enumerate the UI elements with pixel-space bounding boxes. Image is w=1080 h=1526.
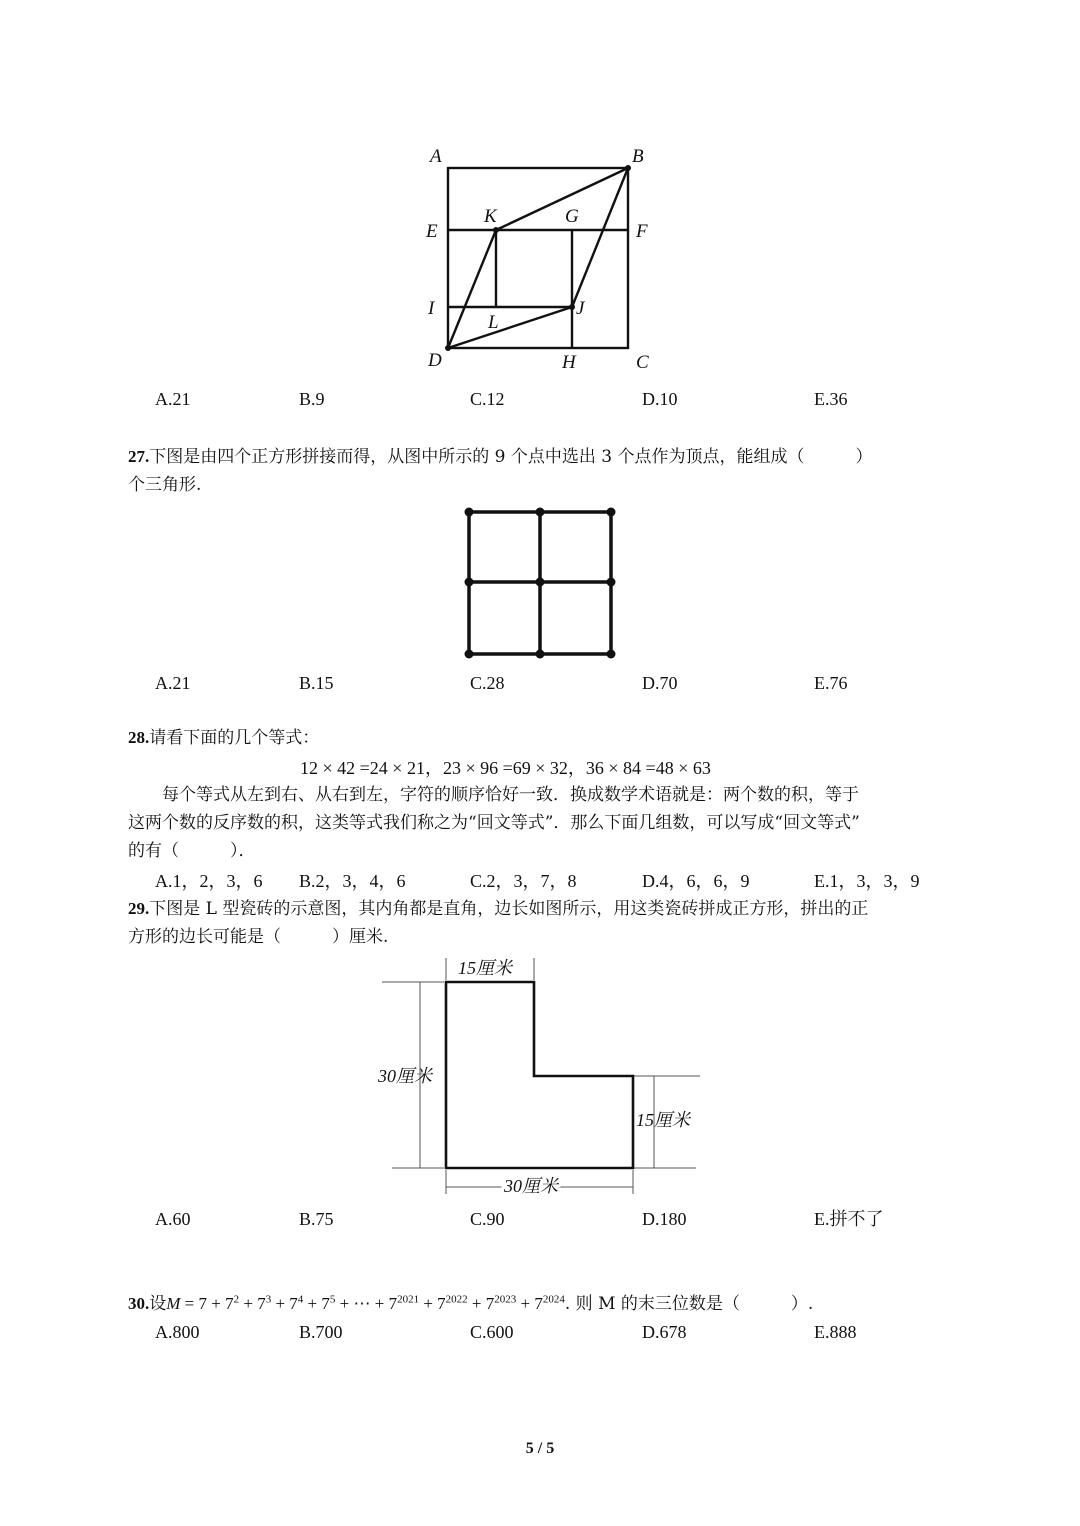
label-F: F <box>636 221 648 242</box>
label-C: C <box>636 352 649 373</box>
q28-option-d: D.4，6，6，9 <box>642 871 750 891</box>
line-DJ <box>448 307 572 348</box>
q27-line-1 <box>128 443 873 471</box>
q27-option-e: E.76 <box>814 673 848 693</box>
q29-number: 29. <box>128 899 150 918</box>
q29-text-1: 下图是 L 型瓷砖的示意图，其内角都是直角，边长如图所示，用这类瓷砖拼成正方形，拼出的正 <box>149 899 869 919</box>
q29-option-b: B.75 <box>299 1209 334 1229</box>
q27-text-1: 下图是由四个正方形拼接而得，从图中所示的 9 个点中选出 3 个点作为顶点，能组成（ ） <box>149 447 873 467</box>
label-D: D <box>428 350 442 371</box>
q30-var: M <box>166 1294 181 1313</box>
q30-exp-3: 3 <box>265 1293 272 1306</box>
label-G: G <box>565 206 579 227</box>
q26-option-d: D.10 <box>642 389 678 409</box>
q27-option-d: D.70 <box>642 673 678 693</box>
label-K: K <box>484 206 497 227</box>
q30-line: 30.设$M = 7 + 7^2 + 7^3 + 7^4 + 7^5$ + ⋯ + $7^{2021} + 7^{2022} + 7^{2023} + 7^{2024}$. 则 M 的末三位数是（ ）. <box>128 1293 814 1314</box>
q28-intro-text: 请看下面的几个等式： <box>149 728 320 748</box>
q30-option-a: A.800 <box>155 1322 200 1342</box>
q30-exp-2023: 2023 <box>494 1293 517 1306</box>
label-I: I <box>428 298 435 319</box>
page-number: 5 / 5 <box>525 1440 555 1457</box>
q27-option-c: C.28 <box>470 673 505 693</box>
q28-option-b: B.2，3，4，6 <box>299 871 406 891</box>
label-B: B <box>632 146 644 167</box>
q30-exp-5: 5 <box>329 1293 336 1306</box>
q27-number: 27. <box>128 447 150 466</box>
q28-para-1: 每个等式从左到右、从右到左，字符的顺序恰好一致．换成数学术语就是：两个数的积，等于 <box>162 785 859 805</box>
q30-option-c: C.600 <box>470 1322 514 1342</box>
q30-option-e: E.888 <box>814 1322 857 1342</box>
dim-bottom: 30厘米 <box>504 1176 558 1196</box>
label-L: L <box>488 312 499 333</box>
dim-left: 30厘米 <box>378 1066 432 1086</box>
q30-option-b: B.700 <box>299 1322 343 1342</box>
q28-para-3: 的有（ ）． <box>128 841 256 861</box>
line-BJ <box>572 168 628 307</box>
label-A: A <box>430 146 442 167</box>
line-BK <box>496 168 628 230</box>
q26-option-b: B.9 <box>299 389 325 409</box>
q26-option-e: E.36 <box>814 389 848 409</box>
dim-top: 15厘米 <box>458 958 512 978</box>
outer-square <box>448 168 628 348</box>
q30-exp-2022: 2022 <box>445 1293 468 1306</box>
figure-26 <box>410 140 670 380</box>
q30-exp-2021: 2021 <box>397 1293 420 1306</box>
q28-option-a: A.1，2，3，6 <box>155 871 263 891</box>
label-E: E <box>426 221 438 242</box>
q30-prefix: 设 <box>149 1294 167 1314</box>
q27-option-a: A.21 <box>155 673 191 693</box>
q29-option-d: D.180 <box>642 1209 687 1229</box>
dim-right: 15厘米 <box>636 1110 690 1130</box>
label-H: H <box>562 352 576 373</box>
q29-option-e: E.拼不了 <box>814 1209 884 1229</box>
q30-exp-2024: 2024 <box>542 1293 565 1306</box>
figure-29-l-tile <box>370 950 710 1200</box>
q30-exp-4: 4 <box>297 1293 304 1306</box>
q29-line-1 <box>128 895 868 923</box>
q28-number: 28. <box>128 728 150 747</box>
q28-option-e: E.1，3，3，9 <box>814 871 920 891</box>
label-J: J <box>576 298 585 319</box>
q29-option-a: A.60 <box>155 1209 191 1229</box>
q28-line-intro <box>128 724 319 752</box>
q28-option-c: C.2，3，7，8 <box>470 871 577 891</box>
q28-para-2: 这两个数的反序数的积，这类等式我们称之为“回文等式”．那么下面几组数，可以写成“回文等式” <box>128 813 860 833</box>
q26-option-c: C.12 <box>470 389 505 409</box>
q29-option-c: C.90 <box>470 1209 505 1229</box>
q26-option-a: A.21 <box>155 389 191 409</box>
l-shape <box>446 982 633 1168</box>
q30-option-d: D.678 <box>642 1322 687 1342</box>
q29-line-2: 方形的边长可能是（ ）厘米. <box>128 927 389 947</box>
q30-expr: = 7 + 7 <box>184 1294 234 1313</box>
figure-27-grid <box>460 503 620 663</box>
q27-option-b: B.15 <box>299 673 334 693</box>
q30-exp-2: 2 <box>233 1293 240 1306</box>
q27-line-2: 个三角形. <box>128 475 202 495</box>
q28-equations: 12 × 42 =24 × 21，23 × 96 =69 × 32，36 × 84 =48 × 63 <box>300 758 711 778</box>
q30-suffix: . 则 M 的末三位数是（ ）. <box>564 1294 814 1314</box>
q30-number: 30. <box>128 1294 150 1313</box>
